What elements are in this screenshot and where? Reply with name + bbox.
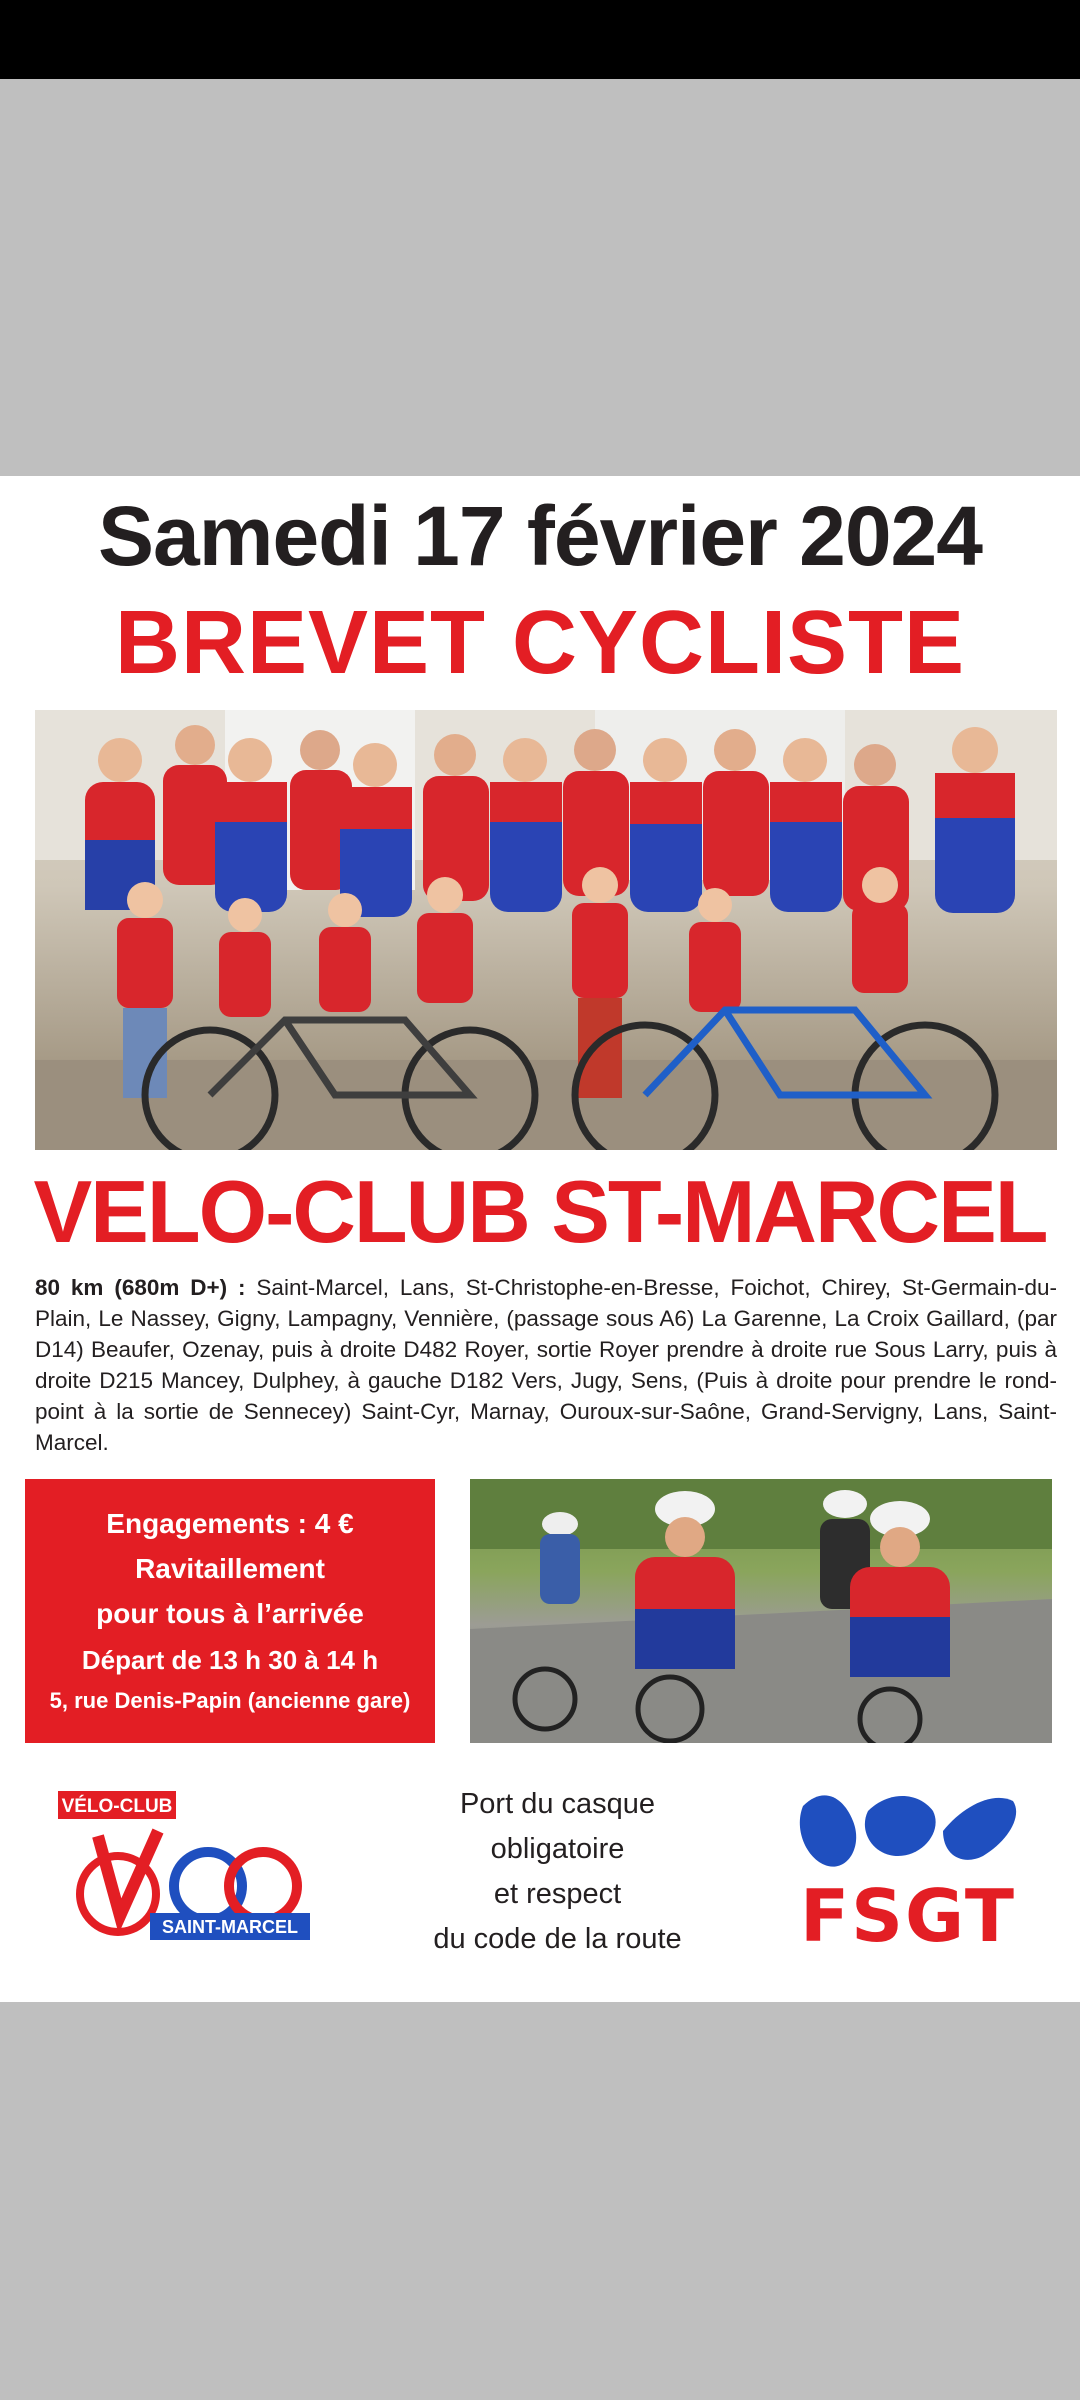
info-address: 5, rue Denis-Papin (ancienne gare) <box>49 1688 411 1713</box>
status-bar <box>0 0 1080 79</box>
fsgt-logo <box>793 1786 1023 1951</box>
route-itinerary: Saint-Marcel, Lans, St-Christophe-en-Bresse, Foichot, Chirey, St-Germain-du-Plain, Le Nassey, Gigny, Lampagny, Vennière, (passage sous A6) La Garenne, La Croix Gaillard, (par D14) Beaufer, Ozenay, puis à droite D482 Royer, sortie Royer prendre à droite rue Sous Larry, puis à droite D215 Mancey, Dulphey, à gauche D182 Vers, Jugy, Sens, (Puis à droite pour prendre le rond-point à la sortie de Sennecey) Saint-Cyr, Marnay, Ouroux-sur-Saône, Grand-Servigny, Lans, Saint-Marcel. <box>35 1275 1057 1455</box>
riders-photo-illustration <box>470 1479 1052 1743</box>
fsgt-logo-text: FSGT <box>800 1874 1016 1951</box>
club-name: VELO-CLUB ST-MARCEL <box>33 1162 1047 1261</box>
info-refreshment-detail: pour tous à l’arrivée <box>96 1598 364 1629</box>
info-box <box>25 1479 435 1743</box>
safety-line-4: du code de la route <box>433 1923 682 1955</box>
riders-photo <box>470 1479 1052 1743</box>
info-registration: Engagements : 4 € <box>106 1508 354 1539</box>
group-photo <box>35 710 1057 1150</box>
safety-line-3: et respect <box>493 1878 622 1910</box>
event-date: Samedi 17 février 2024 <box>98 489 982 583</box>
safety-notice <box>360 1782 755 1962</box>
poster <box>0 476 1080 2002</box>
group-photo-illustration <box>35 710 1057 1150</box>
event-title: BREVET CYCLISTE <box>114 593 966 693</box>
velo-club-logo <box>58 1791 316 1946</box>
route-distance: 80 km (680m D+) : <box>35 1275 246 1300</box>
safety-line-2: obligatoire <box>490 1833 625 1865</box>
logo-bottom-text: SAINT-MARCEL <box>162 1917 298 1937</box>
info-refreshment: Ravitaillement <box>135 1553 325 1584</box>
velo-club-logo-graphic <box>58 1791 316 1946</box>
route-description <box>35 1272 1057 1458</box>
logo-top-text: VÉLO-CLUB <box>61 1796 173 1817</box>
info-start-time: Départ de 13 h 30 à 14 h <box>81 1645 379 1675</box>
safety-line-1: Port du casque <box>459 1788 656 1820</box>
fsgt-logo-graphic <box>793 1786 1023 1951</box>
